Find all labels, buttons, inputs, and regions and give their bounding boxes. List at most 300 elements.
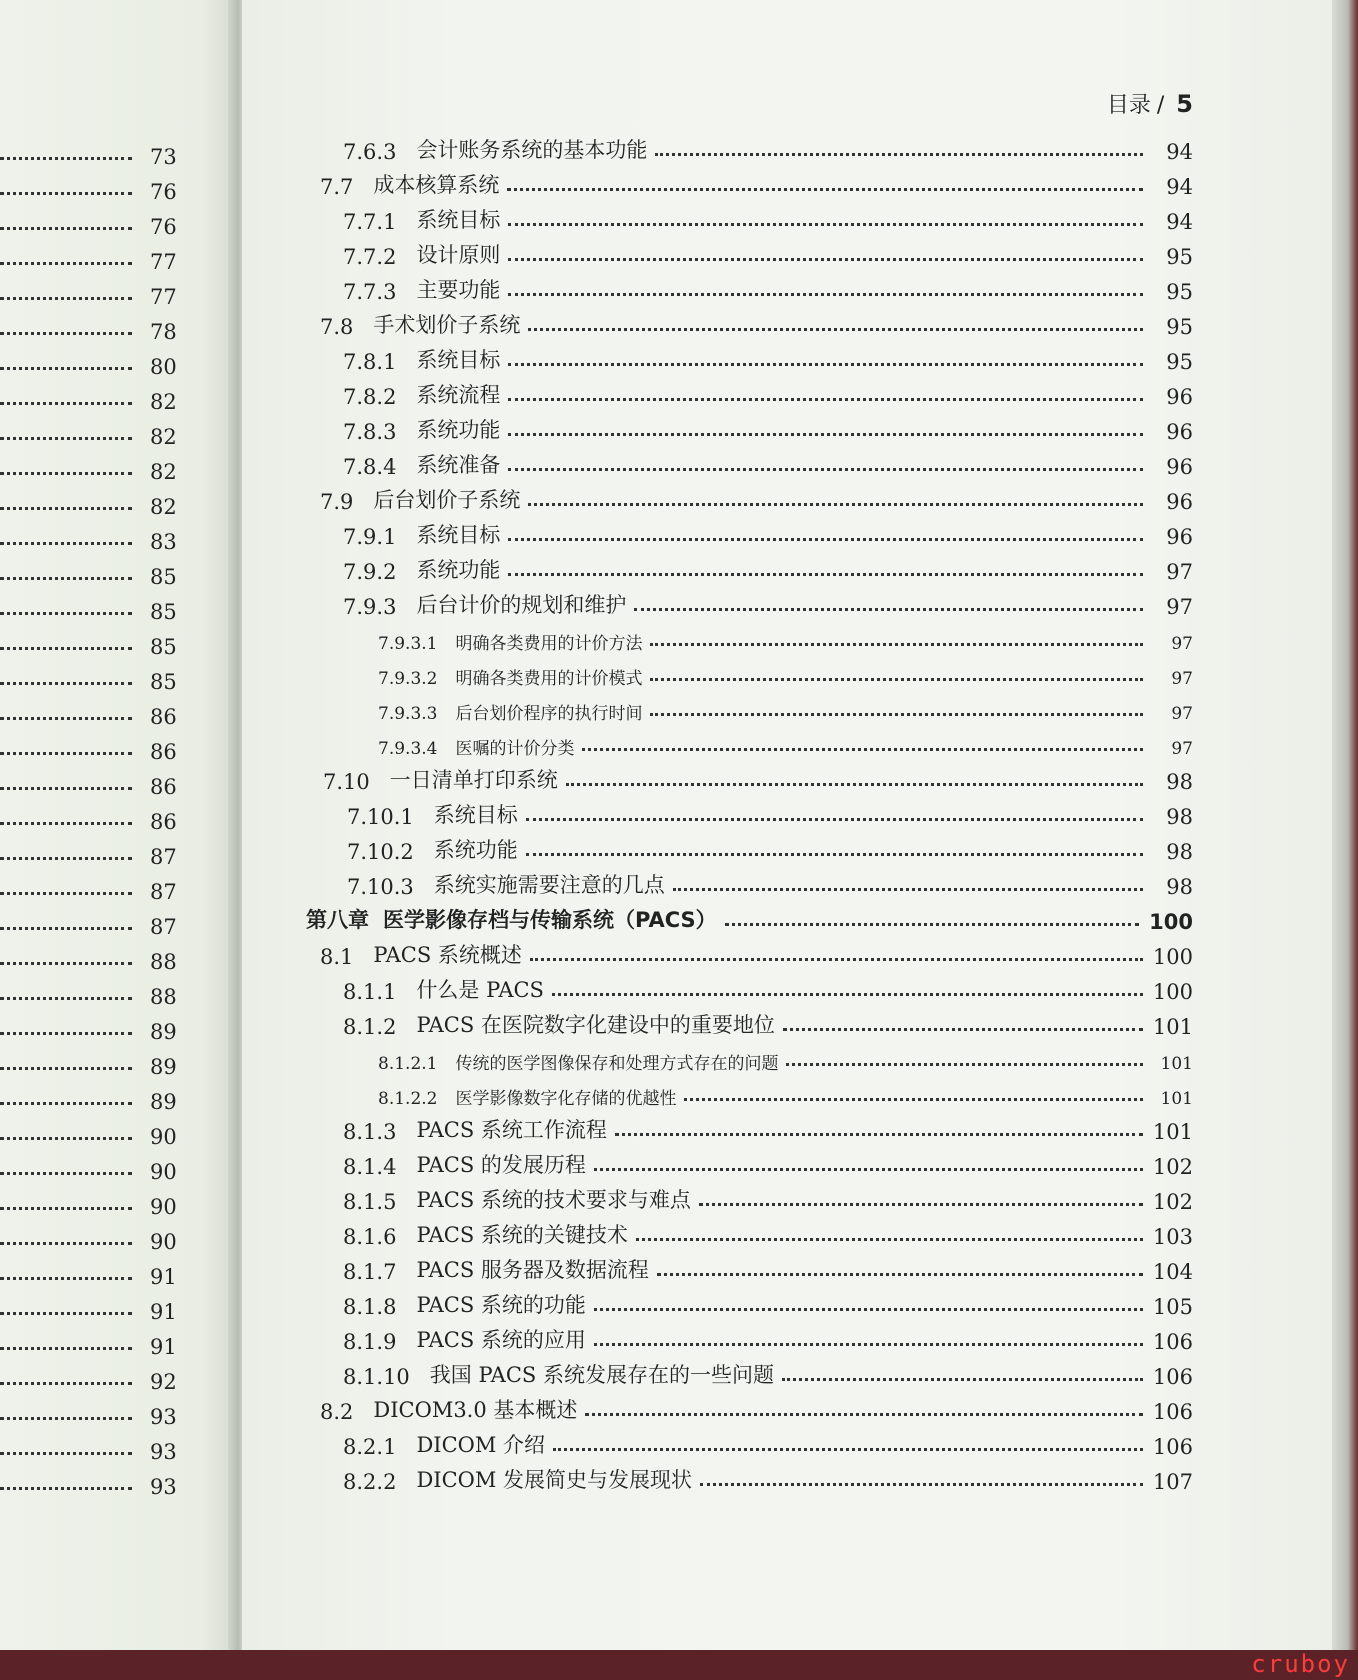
page-number: 90 [150,1230,177,1254]
leader-dots [650,713,1143,716]
toc-entry [343,270,1193,304]
section-number: 7.10.1 [347,805,414,829]
toc-entry [378,725,1193,759]
toc-entry [320,480,1193,514]
section-title: 医嘱的计价分类 [455,739,575,759]
section-number: 8.1.8 [343,1295,397,1319]
page-number: 101 [1160,1089,1193,1109]
section-number: 8.1.10 [343,1365,410,1389]
page-number: 102 [1152,1155,1193,1179]
page-number: 93 [150,1475,177,1499]
section-title: PACS 系统的关键技术 [416,1223,628,1247]
section-number: 8.1.4 [343,1155,397,1179]
toc-entry [347,865,1193,899]
page-number: 96 [1166,455,1193,479]
section-number: 7.9.1 [343,525,397,549]
page-number: 95 [1166,245,1193,269]
page-number: 92 [150,1370,177,1394]
page-number: 85 [150,600,177,624]
page-number: 106 [1152,1330,1193,1354]
leader-dots [0,1137,132,1140]
page-number: 85 [150,635,177,659]
section-title: 什么是 PACS [416,978,544,1002]
page-number: 85 [150,565,177,589]
left-toc-row [0,767,180,799]
page-number: 76 [150,215,177,239]
left-toc-row [0,837,180,869]
leader-dots [507,188,1143,191]
section-title: 成本核算系统 [373,173,500,197]
toc-entry [343,130,1193,164]
leader-dots [615,1133,1143,1136]
section-title: 传统的医学图像保存和处理方式存在的问题 [455,1054,779,1074]
leader-dots [0,752,132,755]
leader-dots [528,328,1143,331]
page-number: 77 [150,250,177,274]
section-number: 7.10.3 [347,875,414,899]
section-title: DICOM3.0 基本概述 [373,1398,578,1422]
left-toc-row [0,1432,180,1464]
left-toc-row [0,1467,180,1499]
leader-dots [0,437,132,440]
leader-dots [0,927,132,930]
page-number: 88 [150,985,177,1009]
leader-dots [0,472,132,475]
section-number: 8.1.3 [343,1120,397,1144]
leader-dots [553,1448,1143,1451]
leader-dots [0,1417,132,1420]
page-number: 96 [1166,490,1193,514]
page-number: 94 [1166,140,1193,164]
section-number: 7.8 [320,315,354,339]
toc-entry [343,515,1193,549]
leader-dots [0,612,132,615]
section-number: 8.1.1 [343,980,397,1004]
section-number: 7.8.3 [343,420,397,444]
section-number: 8.2 [320,1400,354,1424]
page-number: 86 [150,705,177,729]
leader-dots [655,153,1143,156]
section-title: 后台计价的规划和维护 [416,593,627,617]
page-number: 93 [150,1440,177,1464]
leader-dots [0,1102,132,1105]
leader-dots [0,577,132,580]
toc-entry [343,445,1193,479]
page-number: 86 [150,810,177,834]
leader-dots [508,398,1143,401]
section-number: 8.1 [320,945,354,969]
page-number: 89 [150,1090,177,1114]
leader-dots [657,1273,1143,1276]
page-number: 77 [150,285,177,309]
section-number: 7.9.3 [343,595,397,619]
page-number: 98 [1166,875,1193,899]
section-title: 会计账务系统的基本功能 [416,138,648,162]
page-number: 90 [150,1125,177,1149]
toc-entry [343,1110,1193,1144]
section-title: 系统功能 [416,558,501,582]
leader-dots [508,258,1143,261]
leader-dots [700,1483,1143,1486]
leader-dots [585,1413,1143,1416]
section-number: 7.10.2 [347,840,414,864]
section-title: 系统目标 [416,523,501,547]
page-number: 105 [1152,1295,1193,1319]
section-title: PACS 的发展历程 [416,1153,586,1177]
leader-dots [786,1063,1143,1066]
toc-entry [378,1040,1193,1074]
section-number: 8.1.2 [343,1015,397,1039]
page-number: 96 [1166,525,1193,549]
left-toc-row [0,312,180,344]
leader-dots [0,332,132,335]
left-toc-row [0,382,180,414]
section-title: 我国 PACS 系统发展存在的一些问题 [429,1363,774,1387]
toc-entry [343,410,1193,444]
leader-dots [508,433,1143,436]
page-number: 100 [1152,980,1193,1004]
leader-dots [508,363,1143,366]
section-title: 明确各类费用的计价方法 [455,634,643,654]
page-number: 95 [1166,315,1193,339]
left-toc-row [0,207,180,239]
section-number: 8.1.9 [343,1330,397,1354]
page-number: 97 [1166,595,1193,619]
section-title: PACS 在医院数字化建设中的重要地位 [416,1013,775,1037]
left-toc-row [0,1117,180,1149]
leader-dots [508,223,1143,226]
leader-dots [0,1172,132,1175]
left-toc-row [0,347,180,379]
leader-dots [0,822,132,825]
section-title: PACS 服务器及数据流程 [416,1258,649,1282]
toc-entry [343,340,1193,374]
page-number: 94 [1166,175,1193,199]
section-title: PACS 系统工作流程 [416,1118,607,1142]
section-title: 一日清单打印系统 [389,768,558,792]
section-title: PACS 系统的技术要求与难点 [416,1188,691,1212]
toc-entry [343,235,1193,269]
leader-dots [634,608,1143,611]
left-toc-row [0,1152,180,1184]
page-number: 102 [1152,1190,1193,1214]
section-title: 明确各类费用的计价模式 [455,669,643,689]
page-number: 86 [150,740,177,764]
page-number: 86 [150,775,177,799]
section-title: 系统准备 [416,453,501,477]
page-number: 89 [150,1055,177,1079]
page-number: 93 [150,1405,177,1429]
leader-dots [0,1382,132,1385]
page-number: 91 [150,1265,177,1289]
toc-entry [320,305,1193,339]
leader-dots [636,1238,1143,1241]
toc-entry [378,1075,1193,1109]
page-number: 97 [1171,739,1193,759]
leader-dots [0,1032,132,1035]
toc-entry [323,760,1193,794]
page-number: 88 [150,950,177,974]
page-number: 87 [150,845,177,869]
left-toc-row [0,592,180,624]
page-number: 98 [1166,840,1193,864]
page-number: 94 [1166,210,1193,234]
leader-dots [0,1067,132,1070]
left-toc-row [0,977,180,1009]
header-label: 目录 [1106,93,1151,118]
leader-dots [526,818,1143,821]
leader-dots [0,1487,132,1490]
leader-dots [0,1207,132,1210]
left-toc-row [0,522,180,554]
leader-dots [0,542,132,545]
left-toc-row [0,1222,180,1254]
section-title: DICOM 介绍 [416,1433,546,1457]
section-title: 医学影像数字化存储的优越性 [455,1089,677,1109]
page-number: 98 [1166,770,1193,794]
left-toc-row [0,1047,180,1079]
leader-dots [0,262,132,265]
section-title: PACS 系统的应用 [416,1328,586,1352]
page-number: 83 [150,530,177,554]
page-number: 97 [1171,704,1193,724]
section-title: 后台划价程序的执行时间 [455,704,643,724]
section-title: 系统实施需要注意的几点 [433,873,665,897]
section-number: 8.1.7 [343,1260,397,1284]
leader-dots [594,1343,1143,1346]
leader-dots [0,682,132,685]
section-number: 7.8.1 [343,350,397,374]
leader-dots [0,717,132,720]
left-toc-row [0,872,180,904]
section-title: 医学影像存档与传输系统（PACS） [383,908,717,932]
toc-entry [343,1145,1193,1179]
left-toc-row [0,1292,180,1324]
page-number: 91 [150,1335,177,1359]
leader-dots [0,1347,132,1350]
toc-entry [378,620,1193,654]
leader-dots [684,1098,1143,1101]
left-toc-row [0,662,180,694]
page-number: 107 [1152,1470,1193,1494]
toc-entry [343,1460,1193,1494]
leader-dots [508,468,1143,471]
toc-entry [347,830,1193,864]
left-toc-row [0,172,180,204]
left-toc-row [0,1327,180,1359]
page-number: 103 [1152,1225,1193,1249]
section-number: 8.1.6 [343,1225,397,1249]
section-number: 7.8.2 [343,385,397,409]
section-number: 7.7.1 [343,210,397,234]
leader-dots [0,297,132,300]
page-number: 96 [1166,420,1193,444]
left-toc-row [0,1257,180,1289]
leader-dots [0,892,132,895]
section-title: PACS 系统概述 [373,943,522,967]
page-number: 106 [1152,1400,1193,1424]
page-number: 96 [1166,385,1193,409]
section-title: 系统目标 [416,208,501,232]
page-number: 73 [150,145,177,169]
page-number: 95 [1166,350,1193,374]
section-number: 7.7 [320,175,354,199]
section-title: 后台划价子系统 [373,488,521,512]
section-title: DICOM 发展简史与发展现状 [416,1468,693,1492]
left-toc-row [0,452,180,484]
left-toc-row [0,1397,180,1429]
section-title: 系统目标 [416,348,501,372]
header-page-number: 5 [1176,90,1193,118]
leader-dots [0,157,132,160]
leader-dots [0,227,132,230]
page-number: 101 [1152,1120,1193,1144]
section-number: 7.6.3 [343,140,397,164]
section-title: 主要功能 [416,278,501,302]
leader-dots [530,958,1143,961]
toc-entry [320,935,1193,969]
leader-dots [782,1378,1143,1381]
toc-entry [378,690,1193,724]
section-number: 8.1.2.2 [378,1089,438,1109]
left-toc-row [0,1082,180,1114]
toc-entry [343,200,1193,234]
toc-entry [343,1355,1193,1389]
page-number: 104 [1152,1260,1193,1284]
leader-dots [0,787,132,790]
page-number: 90 [150,1160,177,1184]
leader-dots [0,367,132,370]
section-number: 7.10 [323,770,370,794]
page-number: 91 [150,1300,177,1324]
section-title: 系统功能 [433,838,518,862]
page-number: 100 [1149,910,1193,934]
page-number: 101 [1160,1054,1193,1074]
toc-entry [343,1285,1193,1319]
page-number: 101 [1152,1015,1193,1039]
left-toc-row [0,137,180,169]
leader-dots [650,643,1143,646]
toc-entry [343,970,1193,1004]
page-number: 106 [1152,1365,1193,1389]
toc-entry [343,550,1193,584]
section-number: 7.7.2 [343,245,397,269]
section-number: 7.9.3.1 [378,634,438,654]
page-number: 78 [150,320,177,344]
page-number: 97 [1171,669,1193,689]
left-toc-row [0,732,180,764]
leader-dots [673,888,1143,891]
page-number: 85 [150,670,177,694]
leader-dots [508,293,1143,296]
leader-dots [650,678,1143,681]
toc-entry [343,1320,1193,1354]
leader-dots [552,993,1143,996]
page-number: 82 [150,390,177,414]
section-number: 8.2.2 [343,1470,397,1494]
section-number: 8.1.5 [343,1190,397,1214]
leader-dots [582,748,1143,751]
leader-dots [783,1028,1143,1031]
left-toc-row [0,942,180,974]
page-number: 106 [1152,1435,1193,1459]
page-number: 89 [150,1020,177,1044]
leader-dots [0,962,132,965]
leader-dots [699,1203,1143,1206]
toc-entry [343,1005,1193,1039]
leader-dots [0,997,132,1000]
leader-dots [0,1452,132,1455]
leader-dots [0,1242,132,1245]
running-header [1107,88,1193,119]
section-number: 7.8.4 [343,455,397,479]
toc-entry [343,375,1193,409]
scan-background [0,1650,1358,1680]
page-number: 76 [150,180,177,204]
left-toc-row [0,697,180,729]
toc-entry [343,1215,1193,1249]
page-number: 87 [150,915,177,939]
left-toc-row [0,1012,180,1044]
page-edge [1332,0,1358,1650]
leader-dots [0,1312,132,1315]
leader-dots [0,647,132,650]
left-toc-row [0,487,180,519]
leader-dots [508,573,1143,576]
left-toc-row [0,417,180,449]
section-number: 7.7.3 [343,280,397,304]
leader-dots [566,783,1143,786]
leader-dots [725,923,1140,926]
section-number: 7.9.2 [343,560,397,584]
section-number: 8.1.2.1 [378,1054,438,1074]
leader-dots [528,503,1143,506]
leader-dots [594,1308,1143,1311]
toc-entry [320,165,1193,199]
page-number: 95 [1166,280,1193,304]
section-title: 手术划价子系统 [373,313,521,337]
toc-entry [306,900,1193,934]
toc-entry [343,1180,1193,1214]
leader-dots [594,1168,1143,1171]
left-toc-row [0,802,180,834]
left-toc-row [0,277,180,309]
section-title: 系统功能 [416,418,501,442]
toc-entry [343,585,1193,619]
leader-dots [0,857,132,860]
toc-entry [343,1425,1193,1459]
section-number: 第八章 [306,908,369,932]
page-number: 90 [150,1195,177,1219]
leader-dots [0,507,132,510]
page-number: 82 [150,495,177,519]
toc-entry [320,1390,1193,1424]
page-number: 97 [1166,560,1193,584]
toc-entry [343,1250,1193,1284]
left-toc-row [0,627,180,659]
left-toc-row [0,1362,180,1394]
section-number: 7.9.3.4 [378,739,438,759]
section-number: 7.9.3.2 [378,669,438,689]
header-separator: / [1156,93,1165,118]
leader-dots [0,192,132,195]
page-number: 100 [1152,945,1193,969]
leader-dots [508,538,1143,541]
leader-dots [0,402,132,405]
section-title: PACS 系统的功能 [416,1293,586,1317]
toc-entry [378,655,1193,689]
leader-dots [526,853,1143,856]
